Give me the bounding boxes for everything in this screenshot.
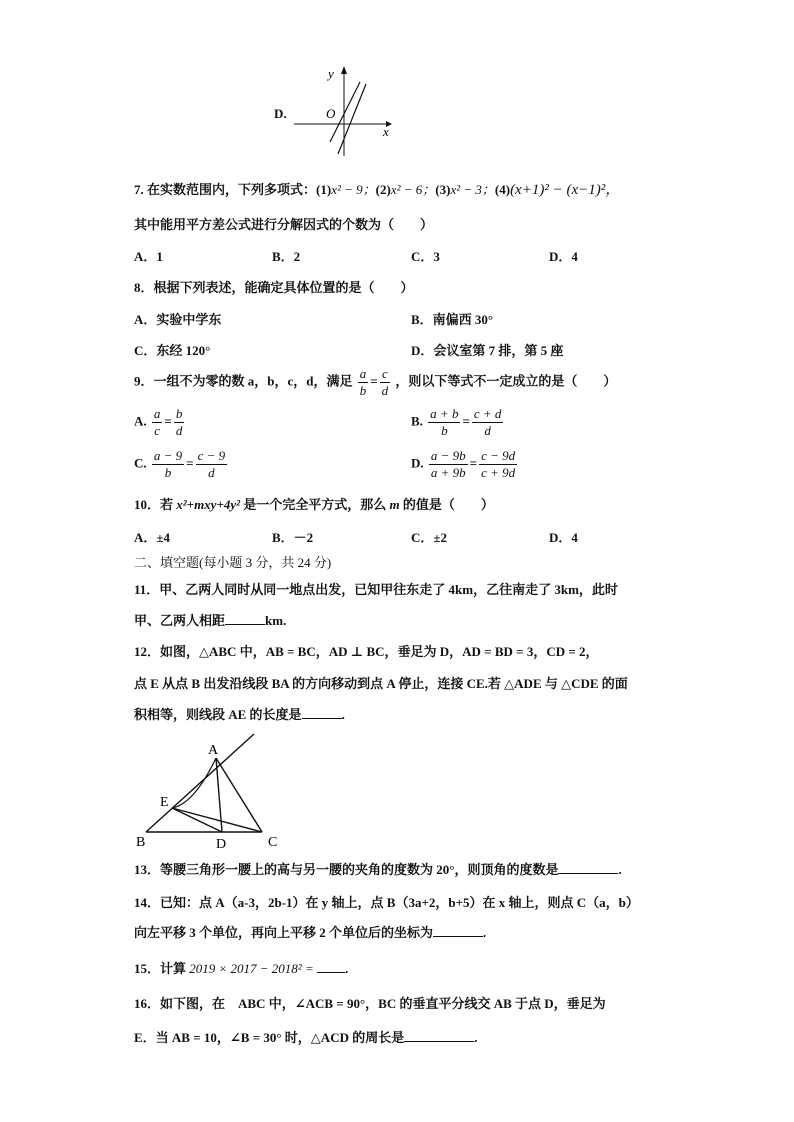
q7-option-a: A．1: [134, 249, 163, 264]
q8-option-c: C．东经 120°: [134, 343, 211, 358]
q9-cond-right: $\frac{c}{d}$: [381, 366, 389, 398]
q10-expr: x²+mxy+4y²: [176, 497, 241, 512]
y-axis-label: y: [328, 66, 334, 81]
q16-line2: E．当 AB = 10，∠B = 30° 时，△ACD 的周长是 .: [134, 1030, 478, 1045]
q9-option-d: D. $\frac{a - 9b}{a + 9b}$ = $\frac{c - 9d}{c + 9d}$: [411, 448, 516, 480]
q16-line1: 16．如下图，在 ABC 中，∠ACB = 90°，BC 的垂直平分线交 AB 于点 D，垂足为: [134, 996, 606, 1011]
q10-option-b: B．－2: [272, 530, 314, 545]
q11-answer-blank[interactable]: [225, 612, 265, 625]
q12-line2: 点 E 从点 B 出发沿线段 BA 的方向移动到点 A 停止，连接 CE.若 △ADE 与 △CDE 的面: [134, 676, 628, 691]
q16-answer-blank[interactable]: [404, 1029, 474, 1042]
section-title: 二、填空题(每小题 3 分，共 24 分): [134, 555, 332, 570]
q8-option-a: A．实验中学东: [134, 312, 222, 327]
q9-stem: 9．一组不为零的数 a，b，c，d，满足 $\frac{a}{b}$ = $\frac{c}{d}$ ，则以下等式不一定成立的是（ ）: [134, 366, 617, 398]
q7-option-c: C．3: [411, 249, 440, 264]
q10-option-a: A．±4: [134, 530, 171, 545]
q15-answer-blank[interactable]: [317, 960, 345, 973]
line-1: [338, 84, 366, 154]
q10-option-c: C．±2: [411, 530, 448, 545]
q9-option-c: C. $\frac{a - 9}{b}$ = $\frac{c - 9}{d}$: [134, 448, 226, 480]
origin-label: O: [326, 106, 336, 121]
q9-stem-post: ，则以下等式不一定成立的是（ ）: [395, 373, 617, 389]
q9-option-b: B. $\frac{a + b}{b}$ = $\frac{c + d}{d}$: [411, 406, 502, 438]
q7-p3-expr: x² − 3；: [450, 182, 495, 197]
q15-expr: 2019 × 2017 − 2018² =: [189, 961, 317, 976]
q7-p4-expr: (x+1)² − (x−1)²，: [510, 182, 621, 198]
q12-line3: 积相等，则线段 AE 的长度是 .: [134, 707, 345, 722]
q9-option-a: A. $\frac{a}{c}$ = $\frac{b}{d}$: [134, 406, 183, 438]
q7-option-b: B．2: [272, 249, 301, 264]
point-c-label: C: [268, 835, 278, 850]
q10-option-d: D．4: [549, 530, 578, 545]
segment-ab-extended: [146, 734, 254, 832]
q7-p2-label: (2): [375, 182, 391, 197]
q14-line1: 14．已知：点 A（a-3，2b-1）在 y 轴上，点 B（3a+2，b+5）在 x 轴上，则点 C（a，b）: [134, 895, 639, 910]
point-b-label: B: [136, 835, 146, 850]
y-axis-arrow: [341, 66, 347, 74]
q12-figure: [134, 728, 294, 850]
q9-cond-left: $\frac{a}{b}$: [359, 366, 367, 398]
q9-stem-pre: 9．一组不为零的数 a，b，c，d，满足: [134, 373, 353, 389]
q14-line2: 向左平移 3 个单位，再向上平移 2 个单位后的坐标为 .: [134, 925, 487, 940]
q7-line1: [134, 178, 620, 199]
segment-ea: [172, 758, 216, 808]
point-e-label: E: [160, 795, 169, 810]
q7-stem: 7. 在实数范围内，下列多项式：: [134, 182, 317, 197]
q7-p1-label: (1): [316, 182, 332, 197]
point-d-label: D: [216, 837, 227, 850]
q7-option-d: D．4: [549, 249, 578, 264]
q6-option-d-graph: [290, 62, 400, 162]
x-axis-label: x: [383, 124, 389, 139]
q7-p2-expr: x² − 6；: [390, 182, 436, 197]
q7-p3-label: (3): [435, 182, 451, 197]
q8-stem: 8．根据下列表述，能确定具体位置的是（ ）: [134, 280, 414, 295]
q10-stem: 10．若 x²+mxy+4y² 是一个完全平方式，那么 m 的值是（ ）: [134, 497, 494, 512]
q8-option-b: B．南偏西 30°: [411, 312, 494, 327]
q7-p1-expr: x² − 9；: [331, 182, 376, 197]
q7-p4-label: (4): [494, 182, 511, 197]
q11-line2: 甲、乙两人相距 km.: [134, 613, 287, 628]
q15-line: 15．计算 2019 × 2017 − 2018² = .: [134, 961, 349, 976]
point-a-label: A: [208, 743, 219, 758]
q13-line: 13．等腰三角形一腰上的高与另一腰的夹角的度数为 20°，则顶角的度数是 .: [134, 862, 622, 877]
q14-answer-blank[interactable]: [433, 924, 483, 937]
q11-line1: 11．甲、乙两人同时从同一地点出发，已知甲往东走了 4km，乙往南走了 3km，此时: [134, 582, 618, 597]
q12-answer-blank[interactable]: [302, 706, 342, 719]
q13-answer-blank[interactable]: [558, 861, 618, 874]
q7-line2: 其中能用平方差公式进行分解因式的个数为（ ）: [134, 217, 434, 232]
q8-option-d: D．会议室第 7 排，第 5 座: [411, 343, 564, 358]
q6-option-d-label: D.: [274, 106, 287, 121]
q12-line1: 12．如图，△ABC 中，AB = BC，AD ⊥ BC，垂足为 D，AD = BD = 3，CD = 2，: [134, 644, 599, 659]
